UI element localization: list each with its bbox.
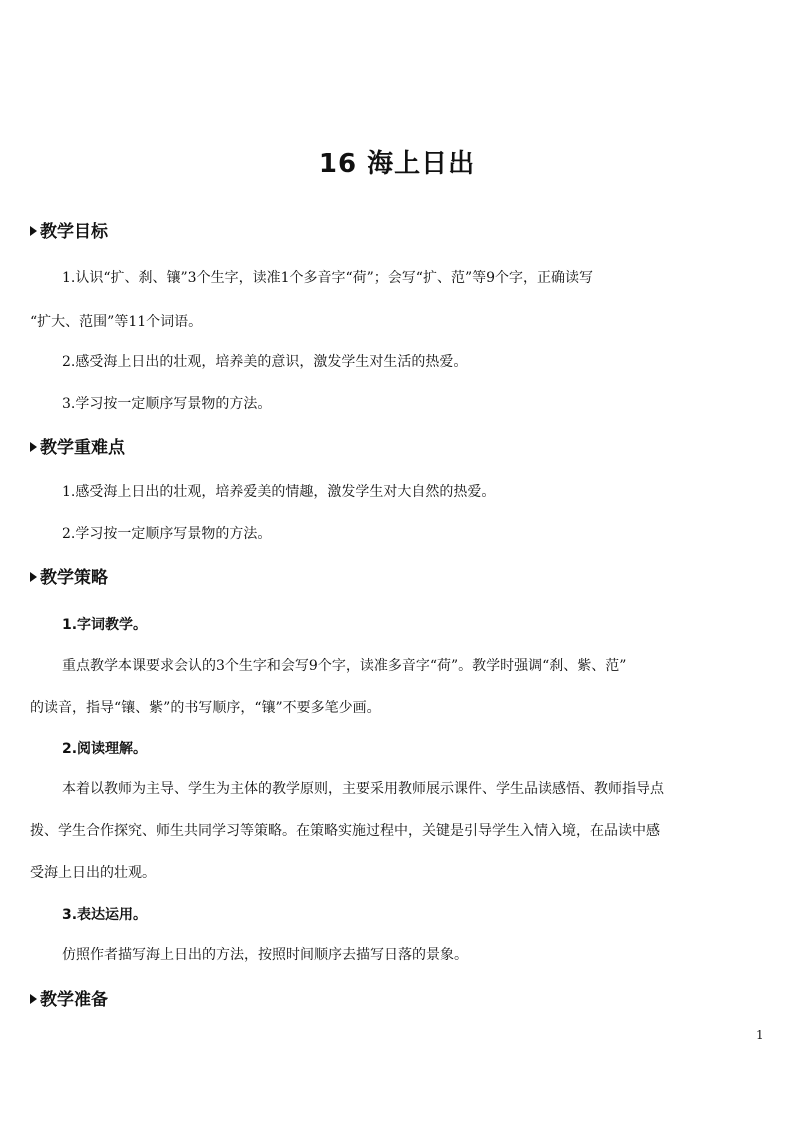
paragraph-line: 1.认识“扩、刹、镶”3个生字，读准1个多音字“荷”；会写“扩、范”等9个字，正确读写: [62, 270, 594, 286]
paragraph-line: 受海上日出的壮观。: [30, 865, 156, 881]
triangle-bullet-icon: [30, 994, 37, 1004]
subheading-reading: 2.阅读理解。: [62, 741, 148, 757]
paragraph-line: 仿照作者描写海上日出的方法，按照时间顺序去描写日落的景象。: [62, 947, 468, 963]
paragraph-line: “扩大、范围”等11个词语。: [30, 314, 203, 330]
section-heading-text: 教学重难点: [40, 438, 125, 458]
section-heading-text: 教学准备: [40, 990, 108, 1010]
paragraph-line: 2.感受海上日出的壮观，培养美的意识，激发学生对生活的热爱。: [62, 354, 468, 370]
paragraph-line: 的读音，指导“镶、紫”的书写顺序，“镶”不要多笔少画。: [30, 700, 381, 716]
subheading-expression: 3.表达运用。: [62, 907, 148, 923]
page-number: 1: [756, 1028, 764, 1042]
triangle-bullet-icon: [30, 226, 37, 236]
triangle-bullet-icon: [30, 572, 37, 582]
paragraph-line: 拨、学生合作探究、师生共同学习等策略。在策略实施过程中，关键是引导学生入情入境，在品读中感: [30, 823, 660, 839]
subheading-vocabulary: 1.字词教学。: [62, 617, 148, 633]
paragraph-line: 3.学习按一定顺序写景物的方法。: [62, 396, 272, 412]
section-heading-keypoints: [30, 436, 125, 460]
paragraph-line: 本着以教师为主导、学生为主体的教学原则，主要采用教师展示课件、学生品读感悟、教师指导点: [62, 781, 664, 797]
section-heading-strategy: [30, 566, 108, 590]
page-title: 16 海上日出: [318, 149, 476, 179]
section-heading-preparation: [30, 988, 108, 1012]
triangle-bullet-icon: [30, 442, 37, 452]
paragraph-line: 2.学习按一定顺序写景物的方法。: [62, 526, 272, 542]
section-heading-text: 教学目标: [40, 222, 108, 242]
section-heading-text: 教学策略: [40, 568, 108, 588]
section-heading-goals: [30, 220, 108, 244]
paragraph-line: 重点教学本课要求会认的3个生字和会写9个字，读准多音字“荷”。教学时强调“刹、紫、范”: [62, 658, 627, 674]
paragraph-line: 1.感受海上日出的壮观，培养爱美的情趣，激发学生对大自然的热爱。: [62, 484, 496, 500]
